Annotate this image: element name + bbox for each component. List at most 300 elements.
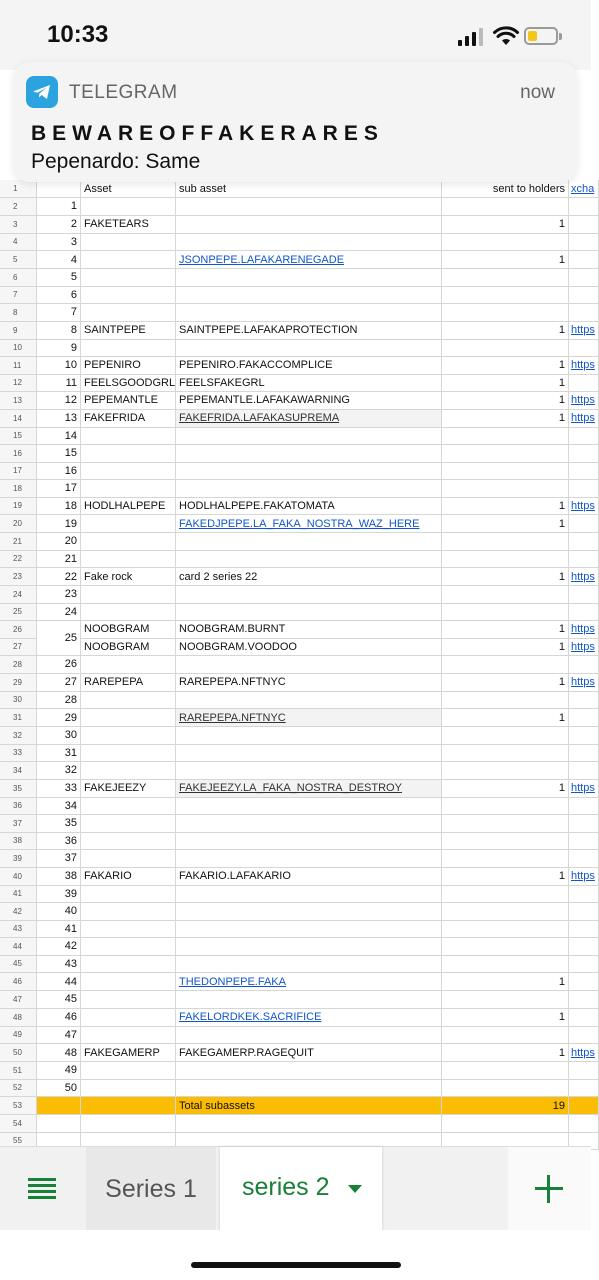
cell-link[interactable] [569,445,599,463]
cell-sent[interactable] [442,445,569,463]
cell-index[interactable] [37,1115,81,1133]
row-number[interactable]: 28 [0,656,37,674]
cell-index[interactable]: 3 [37,234,81,252]
cell-link[interactable]: https [569,674,599,692]
row-number[interactable]: 43 [0,921,37,939]
cell-sub-asset[interactable] [176,692,442,710]
table-row[interactable] [0,674,595,692]
cell-link[interactable] [569,973,599,991]
cell-sent[interactable]: 1 [442,1009,569,1027]
merged-cell-25[interactable]: 25 [37,621,81,656]
row-number[interactable]: 37 [0,815,37,833]
cell-sent[interactable] [442,269,569,287]
cell-index[interactable]: 28 [37,692,81,710]
cell-link[interactable] [569,1009,599,1027]
cell-link[interactable] [569,692,599,710]
cell-index[interactable]: 6 [37,287,81,305]
cell-asset[interactable] [81,269,176,287]
cell-link[interactable] [569,234,599,252]
cell-sent[interactable]: 1 [442,498,569,516]
cell-index[interactable]: 37 [37,850,81,868]
cell-asset[interactable] [81,304,176,322]
cell-sub-asset[interactable]: RAREPEPA.NFTNYC [176,674,442,692]
cell-sent[interactable] [442,991,569,1009]
cell-sub-asset[interactable] [176,886,442,904]
cell-asset[interactable] [81,745,176,763]
cell-sent[interactable]: 1 [442,1044,569,1062]
cell-asset[interactable] [81,198,176,216]
cell-link[interactable] [569,1097,599,1115]
row-number[interactable]: 29 [0,674,37,692]
cell-sub-asset[interactable] [176,269,442,287]
cell-asset[interactable] [81,991,176,1009]
cell-link[interactable]: https [569,780,599,798]
row-number[interactable]: 16 [0,445,37,463]
cell-asset[interactable] [81,234,176,252]
table-row[interactable] [0,463,591,481]
cell-asset[interactable] [81,956,176,974]
row-number[interactable]: 49 [0,1027,37,1045]
cell-asset[interactable] [81,533,176,551]
table-row[interactable] [0,234,591,252]
cell-sent[interactable] [442,234,569,252]
row-number[interactable]: 26 [0,621,37,639]
cell-link[interactable] [569,1080,599,1098]
row-number[interactable]: 53 [0,1097,37,1115]
cell-sub-asset[interactable]: SAINTPEPE.LAFAKAPROTECTION [176,322,442,340]
cell-sub-asset[interactable] [176,956,442,974]
cell-link[interactable] [569,1027,599,1045]
row-number[interactable]: 12 [0,375,37,393]
table-row[interactable] [0,198,591,216]
cell-link[interactable] [569,463,599,481]
table-row[interactable] [0,991,591,1009]
cell-sent[interactable] [442,198,569,216]
table-row[interactable] [0,586,591,604]
cell-asset[interactable]: NOOBGRAM [81,621,176,639]
row-number[interactable]: 38 [0,833,37,851]
cell-sent[interactable]: 1 [442,639,569,657]
cell-sub-asset[interactable] [176,921,442,939]
cell-index[interactable]: 8 [37,322,81,340]
cell-sub-asset[interactable]: NOOBGRAM.BURNT [176,621,442,639]
cell-index[interactable]: 23 [37,586,81,604]
cell-sent[interactable] [442,1027,569,1045]
cell-index[interactable]: 4 [37,251,81,269]
cell[interactable] [37,180,81,198]
cell-sent[interactable] [442,340,569,358]
cell-index[interactable]: 15 [37,445,81,463]
cell-link[interactable] [569,815,599,833]
cell-sub-asset[interactable] [176,445,442,463]
cell-index[interactable]: 49 [37,1062,81,1080]
table-row[interactable] [0,568,595,586]
cell-sub-asset[interactable] [176,551,442,569]
table-row[interactable] [0,938,591,956]
cell-asset[interactable] [81,463,176,481]
cell-header-sub-asset[interactable]: sub asset [176,180,442,198]
cell-link[interactable] [569,833,599,851]
cell-index[interactable]: 48 [37,1044,81,1062]
row-number[interactable]: 10 [0,340,37,358]
cell-index[interactable]: 42 [37,938,81,956]
cell-asset[interactable] [81,903,176,921]
cell-asset[interactable] [81,709,176,727]
cell-asset[interactable] [81,886,176,904]
row-number[interactable]: 9 [0,322,37,340]
table-row[interactable] [0,850,591,868]
row-number[interactable]: 24 [0,586,37,604]
cell-sent[interactable] [442,762,569,780]
table-row[interactable] [0,833,591,851]
row-number[interactable]: 15 [0,428,37,446]
cell-asset[interactable]: FAKARIO [81,868,176,886]
table-row[interactable] [0,921,591,939]
table-row[interactable] [0,410,595,428]
table-row[interactable] [0,780,595,798]
cell-index[interactable]: 34 [37,798,81,816]
row-number[interactable]: 54 [0,1115,37,1133]
row-number[interactable]: 4 [0,234,37,252]
cell-asset[interactable] [81,251,176,269]
cell-asset[interactable] [81,815,176,833]
cell-link[interactable] [569,903,599,921]
cell-asset[interactable] [81,1115,176,1133]
cell-index[interactable]: 35 [37,815,81,833]
table-row[interactable] [0,956,591,974]
cell-asset[interactable] [81,428,176,446]
row-number[interactable]: 33 [0,745,37,763]
cell-asset[interactable] [81,938,176,956]
cell-asset[interactable] [81,551,176,569]
cell-link[interactable] [569,745,599,763]
cell-sent[interactable]: 1 [442,410,569,428]
cell-link[interactable] [569,533,599,551]
cell-index[interactable]: 13 [37,410,81,428]
cell-sent[interactable] [442,656,569,674]
cell-link[interactable]: https [569,639,599,657]
cell-asset[interactable] [81,604,176,622]
cell-sub-asset[interactable] [176,586,442,604]
row-number[interactable]: 42 [0,903,37,921]
cell-link[interactable] [569,762,599,780]
table-row[interactable] [0,639,595,657]
cell-sub-asset[interactable] [176,1062,442,1080]
cell-asset[interactable]: FAKEJEEZY [81,780,176,798]
cell-sent[interactable] [442,304,569,322]
table-row[interactable] [0,709,591,727]
cell-sub-asset[interactable] [176,762,442,780]
table-row[interactable] [0,798,591,816]
cell-sent[interactable] [442,956,569,974]
cell-sub-asset[interactable] [176,340,442,358]
cell-link[interactable]: https [569,357,599,375]
cell-header-xcha[interactable]: xcha [569,180,599,198]
table-row[interactable] [0,656,591,674]
cell-link[interactable] [569,287,599,305]
row-number[interactable]: 52 [0,1080,37,1098]
row-number[interactable]: 6 [0,269,37,287]
cell-link[interactable] [569,1062,599,1080]
cell-sub-asset[interactable]: FAKEDJPEPE.LA_FAKA_NOSTRA_WAZ_HERE [176,515,442,533]
table-row[interactable] [0,1062,591,1080]
header-row[interactable] [0,180,595,198]
cell-index[interactable]: 45 [37,991,81,1009]
cell-sent[interactable]: 1 [442,515,569,533]
cell-index[interactable]: 43 [37,956,81,974]
cell-sent[interactable] [442,463,569,481]
cell-sub-asset[interactable] [176,1027,442,1045]
table-row[interactable] [0,886,591,904]
cell-sub-asset[interactable] [176,480,442,498]
table-row[interactable] [0,357,595,375]
cell-index[interactable]: 31 [37,745,81,763]
table-row[interactable] [0,445,591,463]
row-number[interactable]: 30 [0,692,37,710]
cell-index[interactable]: 2 [37,216,81,234]
cell-sub-asset[interactable] [176,833,442,851]
row-number[interactable]: 19 [0,498,37,516]
row-number[interactable]: 11 [0,357,37,375]
cell-sent[interactable]: 1 [442,216,569,234]
cell-asset[interactable] [81,515,176,533]
cell-sub-asset[interactable]: RAREPEPA.NFTNYC [176,709,442,727]
home-indicator[interactable] [191,1262,401,1268]
cell-sent[interactable]: 1 [442,568,569,586]
cell-index[interactable] [37,1097,81,1115]
row-number[interactable]: 2 [0,198,37,216]
cell-asset[interactable]: FAKEFRIDA [81,410,176,428]
cell-index[interactable]: 9 [37,340,81,358]
cell-link[interactable] [569,727,599,745]
cell-link[interactable] [569,515,599,533]
cell-sub-asset[interactable] [176,938,442,956]
row-number[interactable]: 51 [0,1062,37,1080]
table-row[interactable] [0,322,595,340]
cell-link[interactable] [569,886,599,904]
cell-asset[interactable]: Fake rock [81,568,176,586]
table-row[interactable] [0,269,591,287]
cell-sent[interactable] [442,903,569,921]
table-row[interactable] [0,515,591,533]
row-number[interactable]: 1 [0,180,37,198]
cell-link[interactable]: https [569,498,599,516]
cell-sub-asset[interactable] [176,604,442,622]
cell-asset[interactable]: PEPEMANTLE [81,392,176,410]
cell-sub-asset[interactable]: THEDONPEPE.FAKA [176,973,442,991]
cell-link[interactable] [569,798,599,816]
cell-asset[interactable] [81,1027,176,1045]
cell-sent[interactable]: 1 [442,621,569,639]
row-number[interactable]: 32 [0,727,37,745]
table-row[interactable] [0,216,591,234]
cell-sent[interactable] [442,833,569,851]
tab-series-2[interactable] [220,1147,382,1231]
cell-sent[interactable] [442,921,569,939]
cell-index[interactable]: 41 [37,921,81,939]
cell-header-asset[interactable]: Asset [81,180,176,198]
cell-index[interactable]: 38 [37,868,81,886]
cell-index[interactable]: 22 [37,568,81,586]
cell-link[interactable] [569,656,599,674]
row-number[interactable]: 18 [0,480,37,498]
cell-asset[interactable] [81,340,176,358]
cell-asset[interactable]: NOOBGRAM [81,639,176,657]
row-number[interactable]: 3 [0,216,37,234]
cell-index[interactable]: 26 [37,656,81,674]
table-row[interactable] [0,304,591,322]
total-row[interactable] [0,1097,591,1115]
cell-asset[interactable] [81,480,176,498]
tab-series-1[interactable]: Series 1 [86,1147,216,1231]
table-row[interactable] [0,727,591,745]
cell-link[interactable] [569,1115,599,1133]
cell-index[interactable]: 11 [37,375,81,393]
table-row[interactable] [0,375,591,393]
cell-sub-asset[interactable] [176,428,442,446]
cell-sent[interactable]: 1 [442,357,569,375]
table-row[interactable] [0,973,591,991]
table-row[interactable] [0,1027,591,1045]
cell-index[interactable]: 33 [37,780,81,798]
cell-sent[interactable]: 1 [442,973,569,991]
cell-sent[interactable] [442,727,569,745]
cell-sub-asset[interactable]: card 2 series 22 [176,568,442,586]
cell-asset[interactable] [81,287,176,305]
cell-sent[interactable]: 1 [442,868,569,886]
cell-asset[interactable] [81,850,176,868]
cell-sub-asset[interactable]: FAKARIO.LAFAKARIO [176,868,442,886]
cell-sent[interactable] [442,692,569,710]
cell-link[interactable] [569,850,599,868]
cell-sent[interactable] [442,745,569,763]
table-row[interactable] [0,251,591,269]
row-number[interactable]: 35 [0,780,37,798]
cell-asset[interactable] [81,762,176,780]
cell-sub-asset[interactable]: Total subassets [176,1097,442,1115]
cell-sub-asset[interactable] [176,815,442,833]
cell-sub-asset[interactable] [176,198,442,216]
row-number[interactable]: 44 [0,938,37,956]
cell-link[interactable]: https [569,322,599,340]
telegram-notification[interactable] [14,62,577,182]
cell-sub-asset[interactable]: FAKEFRIDA.LAFAKASUPREMA [176,410,442,428]
cell-sent[interactable] [442,428,569,446]
cell-sub-asset[interactable]: FAKEGAMERP.RAGEQUIT [176,1044,442,1062]
row-number[interactable]: 25 [0,604,37,622]
row-number[interactable]: 41 [0,886,37,904]
cell-sent[interactable]: 1 [442,780,569,798]
cell-sent[interactable] [442,886,569,904]
cell-asset[interactable]: SAINTPEPE [81,322,176,340]
row-number[interactable]: 5 [0,251,37,269]
row-number[interactable]: 40 [0,868,37,886]
cell-index[interactable]: 40 [37,903,81,921]
cell-sub-asset[interactable] [176,216,442,234]
cell-sent[interactable]: 1 [442,251,569,269]
row-number[interactable]: 21 [0,533,37,551]
cell-asset[interactable] [81,445,176,463]
table-row[interactable] [0,428,591,446]
cell-sub-asset[interactable]: FAKEJEEZY.LA_FAKA_NOSTRA_DESTROY [176,780,442,798]
row-number[interactable]: 23 [0,568,37,586]
cell-sub-asset[interactable]: FAKELORDKEK.SACRIFICE [176,1009,442,1027]
cell-link[interactable]: https [569,568,599,586]
cell-sent[interactable]: 1 [442,674,569,692]
cell-asset[interactable]: FAKEGAMERP [81,1044,176,1062]
cell-sub-asset[interactable] [176,1115,442,1133]
cell-sent[interactable]: 1 [442,375,569,393]
cell-link[interactable]: https [569,1044,599,1062]
table-row[interactable] [0,480,591,498]
cell-index[interactable]: 1 [37,198,81,216]
cell-sub-asset[interactable]: HODLHALPEPE.FAKATOMATA [176,498,442,516]
cell-asset[interactable]: PEPENIRO [81,357,176,375]
cell-link[interactable] [569,921,599,939]
cell-sent[interactable] [442,604,569,622]
cell-index[interactable]: 18 [37,498,81,516]
cell-link[interactable] [569,604,599,622]
cell-asset[interactable]: FAKETEARS [81,216,176,234]
row-number[interactable]: 17 [0,463,37,481]
cell-link[interactable] [569,956,599,974]
cell-index[interactable]: 10 [37,357,81,375]
table-row[interactable] [0,551,591,569]
cell-index[interactable]: 7 [37,304,81,322]
cell-sub-asset[interactable] [176,656,442,674]
cell-sub-asset[interactable] [176,850,442,868]
cell-sub-asset[interactable] [176,234,442,252]
row-number[interactable]: 34 [0,762,37,780]
cell-asset[interactable] [81,692,176,710]
cell-sent[interactable]: 1 [442,322,569,340]
row-number[interactable]: 36 [0,798,37,816]
tab-dropdown-icon[interactable] [348,1185,362,1193]
table-row[interactable] [0,1009,591,1027]
cell-index[interactable]: 50 [37,1080,81,1098]
cell-sub-asset[interactable]: PEPENIRO.FAKACCOMPLICE [176,357,442,375]
cell-link[interactable] [569,428,599,446]
row-number[interactable]: 45 [0,956,37,974]
cell-index[interactable]: 19 [37,515,81,533]
row-number[interactable]: 7 [0,287,37,305]
cell-sub-asset[interactable] [176,745,442,763]
cell-sent[interactable] [442,798,569,816]
cell-link[interactable]: https [569,392,599,410]
cell-sent[interactable] [442,586,569,604]
cell-asset[interactable] [81,973,176,991]
cell-asset[interactable] [81,1062,176,1080]
cell-asset[interactable]: HODLHALPEPE [81,498,176,516]
row-number[interactable]: 13 [0,392,37,410]
cell-sent[interactable] [442,551,569,569]
all-sheets-menu-icon[interactable] [28,1178,56,1200]
table-row[interactable] [0,815,591,833]
cell-index[interactable]: 27 [37,674,81,692]
cell-sent[interactable]: 1 [442,709,569,727]
cell-sent[interactable] [442,287,569,305]
cell-link[interactable] [569,340,599,358]
cell-sent[interactable] [442,850,569,868]
table-row[interactable] [0,762,591,780]
cell-sent[interactable] [442,938,569,956]
cell-index[interactable]: 39 [37,886,81,904]
cell-asset[interactable] [81,1080,176,1098]
cell-index[interactable]: 20 [37,533,81,551]
table-row[interactable] [0,692,591,710]
cell-link[interactable] [569,586,599,604]
cell-sub-asset[interactable] [176,533,442,551]
